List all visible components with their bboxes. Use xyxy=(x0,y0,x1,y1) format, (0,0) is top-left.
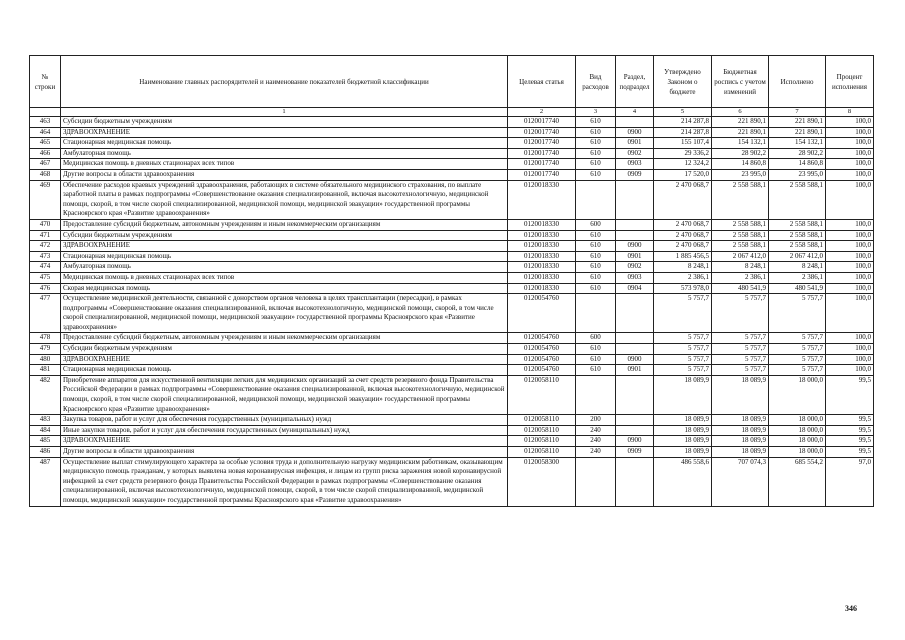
row-name: Амбулаторная помощь xyxy=(61,148,508,159)
row-target: 0120017740 xyxy=(508,148,576,159)
row-section: 0900 xyxy=(616,436,654,447)
row-number: 475 xyxy=(30,272,61,283)
table-row xyxy=(30,262,874,273)
row-schedule: 2 558 588,1 xyxy=(712,180,769,219)
row-percent: 100,0 xyxy=(826,159,874,170)
row-executed: 221 890,1 xyxy=(769,127,826,138)
row-approved: 8 248,1 xyxy=(654,262,712,273)
row-name: Медицинская помощь в дневных стационарах всех типов xyxy=(61,159,508,170)
row-schedule: 14 860,8 xyxy=(712,159,769,170)
row-approved: 486 558,6 xyxy=(654,457,712,506)
row-approved: 17 520,0 xyxy=(654,169,712,180)
row-number: 477 xyxy=(30,294,61,333)
row-approved: 5 757,7 xyxy=(654,354,712,365)
row-schedule: 2 558 588,1 xyxy=(712,241,769,252)
row-target: 0120017740 xyxy=(508,169,576,180)
row-number: 485 xyxy=(30,436,61,447)
row-approved: 5 757,7 xyxy=(654,365,712,376)
row-expense-type xyxy=(576,457,616,506)
row-approved: 5 757,7 xyxy=(654,294,712,333)
row-executed: 18 000,0 xyxy=(769,375,826,414)
table-body xyxy=(30,117,874,507)
row-section xyxy=(616,180,654,219)
row-section xyxy=(616,425,654,436)
row-schedule: 28 902,2 xyxy=(712,148,769,159)
row-name: Обеспечение расходов краевых учреждений здравоохранения, работающих в системе обязательного медицинского страхования, по выплате заработной платы в рамках подпрограммы «Совершенствование оказания специализированной, включая высокотехнологичную, медицинской помощи, скорой, в том числе скорой специализированной, медицинской помощи, медицинской эвакуации» государственной программы Красноярского края «Развитие здравоохранения» xyxy=(61,180,508,219)
row-percent: 100,0 xyxy=(826,138,874,149)
row-target: 0120058110 xyxy=(508,447,576,458)
row-schedule: 221 890,1 xyxy=(712,117,769,128)
row-number: 465 xyxy=(30,138,61,149)
column-number: 2 xyxy=(508,108,576,117)
row-executed: 480 541,9 xyxy=(769,283,826,294)
row-expense-type: 610 xyxy=(576,251,616,262)
row-expense-type: 610 xyxy=(576,354,616,365)
row-approved: 573 978,0 xyxy=(654,283,712,294)
row-executed: 18 000,0 xyxy=(769,425,826,436)
row-expense-type: 240 xyxy=(576,425,616,436)
row-section: 0901 xyxy=(616,251,654,262)
row-expense-type: 600 xyxy=(576,219,616,230)
row-schedule: 23 995,0 xyxy=(712,169,769,180)
row-schedule: 2 386,1 xyxy=(712,272,769,283)
table-row xyxy=(30,283,874,294)
row-section: 0902 xyxy=(616,262,654,273)
row-number: 483 xyxy=(30,415,61,426)
row-target: 0120018330 xyxy=(508,241,576,252)
header-section: Раздел, подраздел xyxy=(616,56,654,108)
table-row xyxy=(30,425,874,436)
row-approved: 12 324,2 xyxy=(654,159,712,170)
row-schedule: 5 757,7 xyxy=(712,354,769,365)
row-schedule: 18 089,9 xyxy=(712,425,769,436)
row-schedule: 8 248,1 xyxy=(712,262,769,273)
row-expense-type: 610 xyxy=(576,262,616,273)
row-expense-type: 610 xyxy=(576,241,616,252)
row-percent: 97,0 xyxy=(826,457,874,506)
row-number: 466 xyxy=(30,148,61,159)
row-schedule: 154 132,1 xyxy=(712,138,769,149)
row-target: 0120058110 xyxy=(508,436,576,447)
header-approved: Утверждено Законом о бюджете xyxy=(654,56,712,108)
row-section: 0903 xyxy=(616,159,654,170)
row-expense-type: 610 xyxy=(576,365,616,376)
row-percent: 100,0 xyxy=(826,294,874,333)
row-name: Предоставление субсидий бюджетным, автономным учреждениям и иным некоммерческим организациям xyxy=(61,333,508,344)
row-number: 479 xyxy=(30,344,61,355)
table-row xyxy=(30,219,874,230)
column-number: 6 xyxy=(712,108,769,117)
row-section: 0901 xyxy=(616,138,654,149)
row-number: 484 xyxy=(30,425,61,436)
header-expense-type: Вид расходов xyxy=(576,56,616,108)
table-row xyxy=(30,365,874,376)
row-target: 0120058110 xyxy=(508,425,576,436)
table-row xyxy=(30,436,874,447)
row-percent: 100,0 xyxy=(826,148,874,159)
row-section xyxy=(616,219,654,230)
row-executed: 18 000,0 xyxy=(769,415,826,426)
row-approved: 18 089,9 xyxy=(654,415,712,426)
row-percent: 99,5 xyxy=(826,447,874,458)
row-number: 469 xyxy=(30,180,61,219)
row-expense-type: 610 xyxy=(576,117,616,128)
row-section xyxy=(616,333,654,344)
row-number: 473 xyxy=(30,251,61,262)
table-row xyxy=(30,138,874,149)
row-schedule: 2 558 588,1 xyxy=(712,219,769,230)
row-expense-type: 610 xyxy=(576,344,616,355)
row-number: 482 xyxy=(30,375,61,414)
row-number: 467 xyxy=(30,159,61,170)
row-executed: 2 558 588,1 xyxy=(769,219,826,230)
row-number: 476 xyxy=(30,283,61,294)
header-target: Целевая статья xyxy=(508,56,576,108)
row-executed: 2 386,1 xyxy=(769,272,826,283)
table-row xyxy=(30,127,874,138)
row-schedule: 18 089,9 xyxy=(712,436,769,447)
row-percent: 100,0 xyxy=(826,117,874,128)
table-row xyxy=(30,148,874,159)
table-row xyxy=(30,344,874,355)
column-number: 8 xyxy=(826,108,874,117)
row-expense-type: 610 xyxy=(576,169,616,180)
row-schedule: 2 067 412,0 xyxy=(712,251,769,262)
row-target: 0120017740 xyxy=(508,117,576,128)
row-expense-type: 610 xyxy=(576,283,616,294)
row-target: 0120017740 xyxy=(508,138,576,149)
table-row xyxy=(30,180,874,219)
row-section: 0900 xyxy=(616,354,654,365)
table-row xyxy=(30,230,874,241)
row-name: Субсидии бюджетным учреждениям xyxy=(61,344,508,355)
row-executed: 5 757,7 xyxy=(769,354,826,365)
header-row xyxy=(30,56,874,108)
row-name: Субсидии бюджетным учреждениям xyxy=(61,230,508,241)
row-schedule: 18 089,9 xyxy=(712,415,769,426)
row-executed: 221 890,1 xyxy=(769,117,826,128)
row-target: 0120018330 xyxy=(508,251,576,262)
row-target: 0120017740 xyxy=(508,159,576,170)
row-expense-type: 200 xyxy=(576,415,616,426)
row-section: 0909 xyxy=(616,447,654,458)
table-row xyxy=(30,415,874,426)
row-target: 0120018330 xyxy=(508,230,576,241)
row-approved: 2 470 068,7 xyxy=(654,219,712,230)
row-name: Другие вопросы в области здравоохранения xyxy=(61,447,508,458)
row-executed: 8 248,1 xyxy=(769,262,826,273)
row-target: 0120018330 xyxy=(508,219,576,230)
row-percent: 100,0 xyxy=(826,365,874,376)
row-number: 474 xyxy=(30,262,61,273)
table-row xyxy=(30,159,874,170)
row-name: Осуществление выплат стимулирующего характера за особые условия труда и дополнительную нагрузку медицинским работникам, оказывающим медицинскую помощь гражданам, у которых выявлена новая коронавирусная инфекция, и лицам из групп риска заражения новой коронавирусной инфекцией за счет средств резервного фонда Правительства Российской Федерации в рамках подпрограммы «Совершенствование оказания специализированной, включая высокотехнологичную, медицинской помощи, скорой, в том числе скорой специализированной, медицинской помощи, медицинской эвакуации» государственной программы Красноярского края «Развитие здравоохранения» xyxy=(61,457,508,506)
row-expense-type: 610 xyxy=(576,230,616,241)
row-target: 0120017740 xyxy=(508,127,576,138)
row-number: 464 xyxy=(30,127,61,138)
row-name: Другие вопросы в области здравоохранения xyxy=(61,169,508,180)
row-schedule: 18 089,9 xyxy=(712,375,769,414)
row-name: Медицинская помощь в дневных стационарах всех типов xyxy=(61,272,508,283)
column-number: 7 xyxy=(769,108,826,117)
row-name: Скорая медицинская помощь xyxy=(61,283,508,294)
row-expense-type xyxy=(576,375,616,414)
column-number: 1 xyxy=(61,108,508,117)
header-executed: Исполнено xyxy=(769,56,826,108)
row-schedule: 480 541,9 xyxy=(712,283,769,294)
row-percent: 100,0 xyxy=(826,333,874,344)
row-approved: 2 470 068,7 xyxy=(654,241,712,252)
row-name: Стационарная медицинская помощь xyxy=(61,251,508,262)
row-section xyxy=(616,117,654,128)
table-row xyxy=(30,241,874,252)
row-executed: 5 757,7 xyxy=(769,333,826,344)
row-approved: 5 757,7 xyxy=(654,333,712,344)
row-executed: 2 558 588,1 xyxy=(769,241,826,252)
row-schedule: 221 890,1 xyxy=(712,127,769,138)
row-section: 0909 xyxy=(616,169,654,180)
row-target: 0120054760 xyxy=(508,365,576,376)
row-expense-type: 610 xyxy=(576,148,616,159)
row-percent: 99,5 xyxy=(826,415,874,426)
row-percent: 100,0 xyxy=(826,283,874,294)
row-name: Субсидии бюджетным учреждениям xyxy=(61,117,508,128)
column-number: 4 xyxy=(616,108,654,117)
row-executed: 5 757,7 xyxy=(769,294,826,333)
row-target: 0120018330 xyxy=(508,262,576,273)
row-section xyxy=(616,415,654,426)
column-number xyxy=(30,108,61,117)
page-number: 346 xyxy=(845,604,857,613)
table-row xyxy=(30,375,874,414)
row-approved: 214 287,8 xyxy=(654,117,712,128)
row-percent: 100,0 xyxy=(826,230,874,241)
row-expense-type: 610 xyxy=(576,138,616,149)
row-executed: 2 558 588,1 xyxy=(769,180,826,219)
row-schedule: 18 089,9 xyxy=(712,447,769,458)
row-name: ЗДРАВООХРАНЕНИЕ xyxy=(61,127,508,138)
table-row xyxy=(30,354,874,365)
row-approved: 18 089,9 xyxy=(654,436,712,447)
row-number: 463 xyxy=(30,117,61,128)
row-schedule: 707 074,3 xyxy=(712,457,769,506)
row-executed: 14 860,8 xyxy=(769,159,826,170)
row-number: 487 xyxy=(30,457,61,506)
header-schedule: Бюджетная роспись с учетом изменений xyxy=(712,56,769,108)
column-number-row xyxy=(30,108,874,117)
row-executed: 5 757,7 xyxy=(769,344,826,355)
row-number: 480 xyxy=(30,354,61,365)
row-number: 472 xyxy=(30,241,61,252)
row-executed: 2 558 588,1 xyxy=(769,230,826,241)
row-executed: 2 067 412,0 xyxy=(769,251,826,262)
row-target: 0120018330 xyxy=(508,283,576,294)
row-executed: 23 995,0 xyxy=(769,169,826,180)
row-expense-type xyxy=(576,180,616,219)
table-row xyxy=(30,447,874,458)
table-row xyxy=(30,272,874,283)
budget-table xyxy=(29,55,874,507)
row-approved: 214 287,8 xyxy=(654,127,712,138)
row-target: 0120018330 xyxy=(508,272,576,283)
row-target: 0120054760 xyxy=(508,354,576,365)
row-approved: 155 107,4 xyxy=(654,138,712,149)
header-percent: Процент исполнения xyxy=(826,56,874,108)
row-target: 0120054760 xyxy=(508,333,576,344)
row-approved: 2 386,1 xyxy=(654,272,712,283)
table-row xyxy=(30,251,874,262)
row-percent: 99,5 xyxy=(826,375,874,414)
row-section: 0900 xyxy=(616,127,654,138)
row-section: 0903 xyxy=(616,272,654,283)
row-executed: 154 132,1 xyxy=(769,138,826,149)
row-percent: 100,0 xyxy=(826,251,874,262)
row-name: Предоставление субсидий бюджетным, автономным учреждениям и иным некоммерческим организациям xyxy=(61,219,508,230)
row-expense-type xyxy=(576,294,616,333)
row-schedule: 5 757,7 xyxy=(712,294,769,333)
header-row-no: № строки xyxy=(30,56,61,108)
row-percent: 100,0 xyxy=(826,262,874,273)
row-number: 471 xyxy=(30,230,61,241)
row-section xyxy=(616,294,654,333)
row-expense-type: 240 xyxy=(576,436,616,447)
row-name: Закупка товаров, работ и услуг для обеспечения государственных (муниципальных) нужд xyxy=(61,415,508,426)
row-approved: 2 470 068,7 xyxy=(654,180,712,219)
row-number: 481 xyxy=(30,365,61,376)
column-number: 5 xyxy=(654,108,712,117)
row-percent: 100,0 xyxy=(826,169,874,180)
row-target: 0120018330 xyxy=(508,180,576,219)
table-row xyxy=(30,457,874,506)
row-expense-type: 610 xyxy=(576,159,616,170)
row-percent: 100,0 xyxy=(826,180,874,219)
row-section xyxy=(616,457,654,506)
row-target: 0120058110 xyxy=(508,375,576,414)
row-name: Стационарная медицинская помощь xyxy=(61,365,508,376)
row-number: 478 xyxy=(30,333,61,344)
row-executed: 685 554,2 xyxy=(769,457,826,506)
row-name: Иные закупки товаров, работ и услуг для обеспечения государственных (муниципальных) нужд xyxy=(61,425,508,436)
row-target: 0120054760 xyxy=(508,294,576,333)
row-target: 0120058300 xyxy=(508,457,576,506)
row-section: 0901 xyxy=(616,365,654,376)
row-schedule: 5 757,7 xyxy=(712,365,769,376)
table-row xyxy=(30,169,874,180)
row-approved: 5 757,7 xyxy=(654,344,712,355)
row-percent: 100,0 xyxy=(826,354,874,365)
row-name: ЗДРАВООХРАНЕНИЕ xyxy=(61,354,508,365)
row-number: 468 xyxy=(30,169,61,180)
row-section xyxy=(616,230,654,241)
row-target: 0120058110 xyxy=(508,415,576,426)
table-row xyxy=(30,117,874,128)
row-percent: 100,0 xyxy=(826,272,874,283)
row-executed: 18 000,0 xyxy=(769,447,826,458)
row-section: 0900 xyxy=(616,241,654,252)
row-name: ЗДРАВООХРАНЕНИЕ xyxy=(61,241,508,252)
row-executed: 18 000,0 xyxy=(769,436,826,447)
row-schedule: 2 558 588,1 xyxy=(712,230,769,241)
row-percent: 100,0 xyxy=(826,344,874,355)
column-number: 3 xyxy=(576,108,616,117)
row-executed: 5 757,7 xyxy=(769,365,826,376)
row-expense-type: 610 xyxy=(576,127,616,138)
row-approved: 18 089,9 xyxy=(654,375,712,414)
row-approved: 18 089,9 xyxy=(654,447,712,458)
table-row xyxy=(30,333,874,344)
row-name: ЗДРАВООХРАНЕНИЕ xyxy=(61,436,508,447)
row-section: 0904 xyxy=(616,283,654,294)
row-expense-type: 610 xyxy=(576,272,616,283)
row-name: Стационарная медицинская помощь xyxy=(61,138,508,149)
row-percent: 100,0 xyxy=(826,219,874,230)
row-target: 0120054760 xyxy=(508,344,576,355)
row-number: 486 xyxy=(30,447,61,458)
header-name: Наименование главных распорядителей и наименование показателей бюджетной классификации xyxy=(61,56,508,108)
row-name: Приобретение аппаратов для искусственной вентиляции легких для медицинских организаций за счет средств резервного фонда Правительства Российской Федерации в рамках подпрограммы «Совершенствование оказания специализированной, включая высокотехнологичную, медицинской помощи, скорой, в том числе скорой специализированной, медицинской помощи, медицинской эвакуации» государственной программы Красноярского края «Развитие здравоохранения» xyxy=(61,375,508,414)
row-percent: 100,0 xyxy=(826,241,874,252)
row-name: Амбулаторная помощь xyxy=(61,262,508,273)
row-section xyxy=(616,375,654,414)
row-expense-type: 240 xyxy=(576,447,616,458)
row-section xyxy=(616,344,654,355)
row-expense-type: 600 xyxy=(576,333,616,344)
row-section: 0902 xyxy=(616,148,654,159)
row-percent: 99,5 xyxy=(826,425,874,436)
row-schedule: 5 757,7 xyxy=(712,333,769,344)
table-row xyxy=(30,294,874,333)
row-number: 470 xyxy=(30,219,61,230)
row-approved: 18 089,9 xyxy=(654,425,712,436)
row-approved: 29 336,2 xyxy=(654,148,712,159)
row-name: Осуществление медицинской деятельности, связанной с донорством органов человека в целях трансплантации (пересадки), в рамках подпрограммы «Совершенствование оказания специализированной, включая высокотехнологичную, медицинской помощи, скорой, в том числе скорой специализированной, медицинской помощи, медицинской эвакуации» государственной программы Красноярского края «Развитие здравоохранения» xyxy=(61,294,508,333)
row-approved: 2 470 068,7 xyxy=(654,230,712,241)
row-executed: 28 902,2 xyxy=(769,148,826,159)
row-percent: 99,5 xyxy=(826,436,874,447)
row-approved: 1 885 456,5 xyxy=(654,251,712,262)
row-schedule: 5 757,7 xyxy=(712,344,769,355)
row-percent: 100,0 xyxy=(826,127,874,138)
